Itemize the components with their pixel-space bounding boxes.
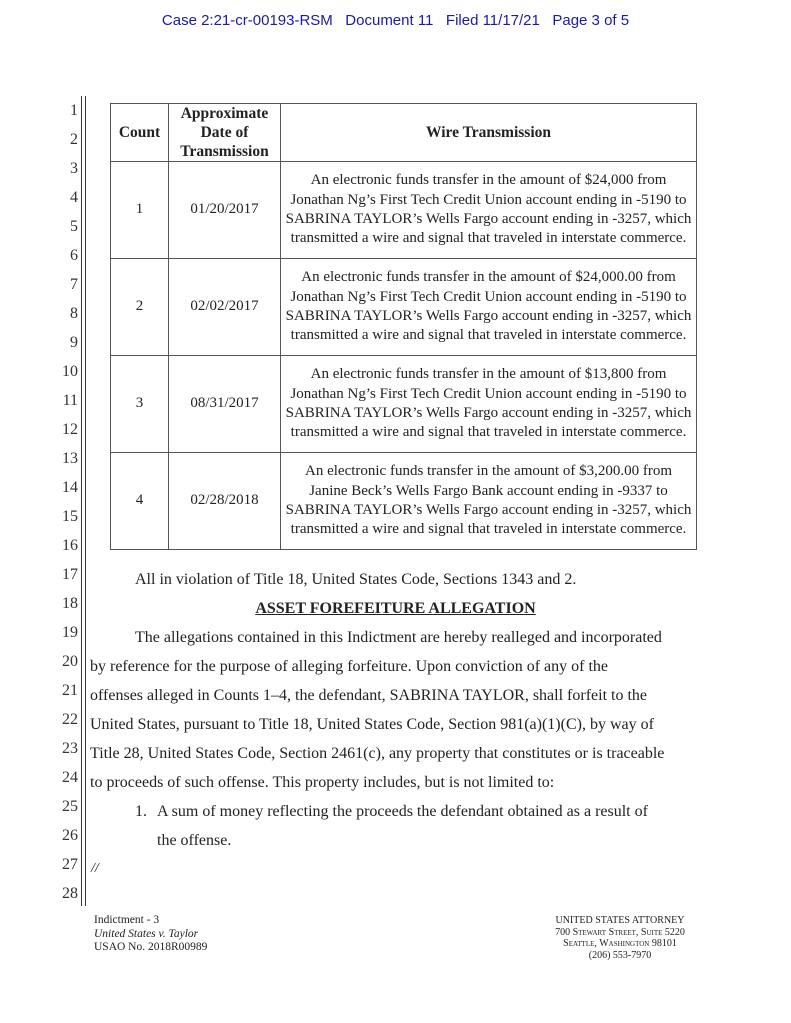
header-count: Count <box>111 104 169 162</box>
line-number: 15 <box>62 508 78 525</box>
line-number: 10 <box>62 363 78 380</box>
footer-phone: (206) 553-7970 <box>588 949 652 961</box>
cell-wire: An electronic funds transfer in the amount of $13,800 from Jonathan Ng’s First Tech Credit Union account ending in -5190 to SABRINA TAYLOR’s Wells Fargo account ending in -3257, which transmitted a wire and signal that traveled in interstate commerce. <box>281 356 697 453</box>
cell-count: 1 <box>111 162 169 259</box>
line-number: 22 <box>62 711 78 728</box>
cell-count: 2 <box>111 259 169 356</box>
left-margin-rule <box>81 96 82 906</box>
header-wire-transmission: Wire Transmission <box>281 104 697 162</box>
paragraph-line: Title 28, United States Code, Section 2461(c), any property that constitutes or is traceable <box>90 745 665 762</box>
cell-wire: An electronic funds transfer in the amount of $24,000.00 from Jonathan Ng’s First Tech Credit Union account ending in -5190 to SABRINA TAYLOR’s Wells Fargo account ending in -3257, which transmitted a wire and signal that traveled in interstate commerce. <box>281 259 697 356</box>
list-item-text: A sum of money reflecting the proceeds the defendant obtained as a result of <box>157 803 648 820</box>
line-number: 14 <box>62 479 78 496</box>
line-number: 24 <box>62 769 78 786</box>
line-number: 5 <box>70 218 78 235</box>
cell-date: 08/31/2017 <box>169 356 281 453</box>
footer-case-info <box>94 914 207 955</box>
line-number: 3 <box>70 160 78 177</box>
cell-wire: An electronic funds transfer in the amount of $24,000 from Jonathan Ng’s First Tech Credit Union account ending in -5190 to SABRINA TAYLOR’s Wells Fargo account ending in -3257, which transmitted a wire and signal that traveled in interstate commerce. <box>281 162 697 259</box>
cell-date: 02/02/2017 <box>169 259 281 356</box>
footer-office-name: UNITED STATES ATTORNEY <box>555 915 685 926</box>
line-number: 6 <box>70 247 78 264</box>
table-row <box>111 453 697 550</box>
line-number: 8 <box>70 305 78 322</box>
line-number: 13 <box>62 450 78 467</box>
line-number: 20 <box>62 653 78 670</box>
header-date-line: Approximate <box>180 105 269 122</box>
wire-transmission-table <box>110 103 697 550</box>
header-date-line: Transmission <box>180 143 269 160</box>
paragraph-line: offenses alleged in Counts 1–4, the defendant, SABRINA TAYLOR, shall forfeit to the <box>90 687 648 704</box>
cell-count: 3 <box>111 356 169 453</box>
paragraph-line: United States, pursuant to Title 18, United States Code, Section 981(a)(1)(C), by way of <box>90 716 654 733</box>
paragraph-line: by reference for the purpose of alleging forfeiture. Upon conviction of any of the <box>90 658 609 675</box>
case-header-stamp: Case 2:21-cr-00193-RSM Document 11 Filed 11/17/21 Page 3 of 5 <box>161 12 630 29</box>
table-row <box>111 259 697 356</box>
line-number: 9 <box>70 334 78 351</box>
line-number: 21 <box>62 682 78 699</box>
footer-street: 700 Stewart Street, Suite 5220 <box>555 926 685 938</box>
footer-city: Seattle, Washington 98101 <box>563 938 677 949</box>
line-number: 12 <box>62 421 78 438</box>
line-number: 16 <box>62 537 78 554</box>
footer-attorney-address <box>520 915 720 961</box>
list-item-text: the offense. <box>157 832 232 849</box>
line-number: 19 <box>62 624 78 641</box>
line-number: 23 <box>62 740 78 757</box>
list-item-number: 1. <box>135 803 147 820</box>
line-number: 28 <box>62 885 78 902</box>
cell-date: 01/20/2017 <box>169 162 281 259</box>
footer-usao-number: USAO No. 2018R00989 <box>94 941 208 953</box>
line-number: 17 <box>62 566 78 583</box>
cell-date: 02/28/2018 <box>169 453 281 550</box>
line-number: 1 <box>70 102 78 119</box>
line-number: 2 <box>70 131 78 148</box>
continuation-mark: // <box>91 861 99 876</box>
line-number: 27 <box>62 856 78 873</box>
left-margin-rule <box>85 96 86 906</box>
header-date <box>169 104 281 162</box>
line-number: 18 <box>62 595 78 612</box>
line-number: 4 <box>70 189 78 206</box>
table-row <box>111 162 697 259</box>
table-row <box>111 356 697 453</box>
line-number: 25 <box>62 798 78 815</box>
paragraph-line: to proceeds of such offense. This property includes, but is not limited to: <box>90 774 555 791</box>
paragraph-line: The allegations contained in this Indictment are hereby realleged and incorporated <box>135 629 662 646</box>
footer-document-title: Indictment - 3 <box>94 914 160 926</box>
line-number: 11 <box>62 392 78 409</box>
footer-case-caption: United States v. Taylor <box>94 927 199 940</box>
forfeiture-heading: ASSET FOREFEITURE ALLEGATION <box>255 600 536 617</box>
violation-statement: All in violation of Title 18, United States Code, Sections 1343 and 2. <box>135 571 577 588</box>
cell-count: 4 <box>111 453 169 550</box>
line-number: 7 <box>70 276 78 293</box>
line-number: 26 <box>62 827 78 844</box>
cell-wire: An electronic funds transfer in the amount of $3,200.00 from Janine Beck’s Wells Fargo Bank account ending in -9337 to SABRINA TAYLOR’s Wells Fargo account ending in -3257, which transmitted a wire and signal that traveled in interstate commerce. <box>281 453 697 550</box>
table-header-row <box>111 104 697 162</box>
header-date-line: Date of <box>200 124 249 141</box>
